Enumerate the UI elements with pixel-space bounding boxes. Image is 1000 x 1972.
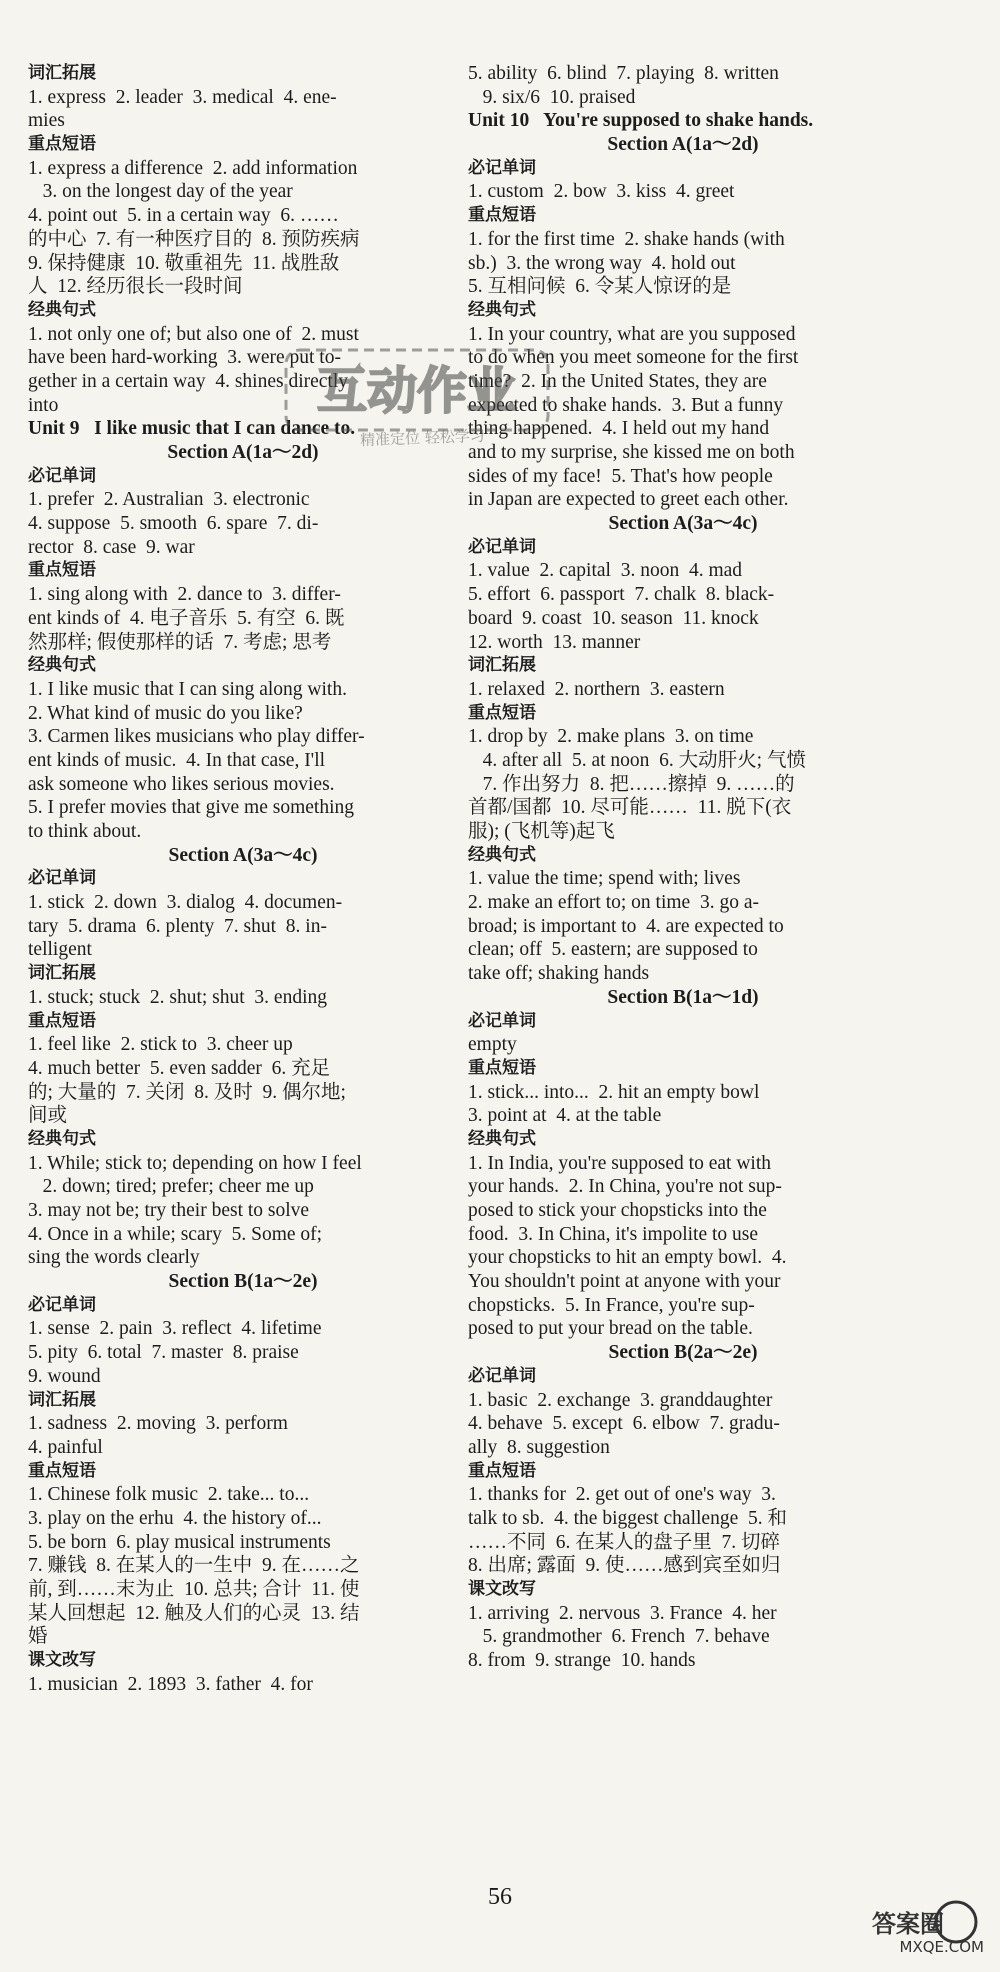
- answer-line: 1. stuck; stuck 2. shut; shut 3. ending: [28, 986, 327, 1008]
- answer-line: 的; 大量的 7. 关闭 8. 及时 9. 偶尔地;: [28, 1081, 346, 1103]
- answer-line: 4. suppose 5. smooth 6. spare 7. di-: [28, 513, 319, 535]
- section-heading: 重点短语: [28, 1010, 96, 1031]
- answer-line: 2. make an effort to; on time 3. go a-: [468, 892, 759, 914]
- answer-line: mies: [28, 110, 65, 132]
- answer-line: 5. be born 6. play musical instruments: [28, 1531, 331, 1553]
- section-heading: 课文改写: [28, 1650, 96, 1671]
- answer-line: 3. may not be; try their best to solve: [28, 1200, 310, 1221]
- page-number: 56: [488, 1884, 512, 1910]
- section-heading: 必记单词: [28, 465, 96, 486]
- answer-line: tary 5. drama 6. plenty 7. shut 8. in-: [28, 915, 327, 937]
- answer-line: posed to put your bread on the table.: [468, 1318, 753, 1340]
- answer-line: board 9. coast 10. season 11. knock: [468, 607, 759, 629]
- answer-line: 9. 保持健康 10. 敬重祖先 11. 战胜敌: [28, 252, 340, 274]
- answer-line: 3. Carmen likes musicians who play differ-: [28, 726, 365, 748]
- section-title: Section B(2a～2e): [608, 1342, 758, 1364]
- section-heading: 必记单词: [28, 1294, 96, 1315]
- answer-line: 2. What kind of music do you like?: [28, 702, 303, 724]
- corner-logo: [838, 1898, 988, 1958]
- answer-line: 1. I like music that I can sing along with.: [28, 678, 347, 700]
- answer-line: ……不同 6. 在某人的盘子里 7. 切碎: [468, 1531, 781, 1553]
- answer-line: ask someone who likes serious movies.: [28, 773, 335, 795]
- answer-line: telligent: [28, 939, 92, 961]
- answer-line: have been hard-working 3. were put to-: [28, 347, 341, 369]
- answer-line: 9. wound: [28, 1365, 101, 1387]
- answer-line: 1. express a difference 2. add information: [28, 157, 358, 179]
- answer-line: talk to sb. 4. the biggest challenge 5. 和: [468, 1507, 787, 1529]
- section-heading: 经典句式: [28, 655, 96, 676]
- section-title: Section A(1a～2d): [607, 134, 759, 156]
- answer-line: 1. stick... into... 2. hit an empty bowl: [468, 1081, 760, 1103]
- answer-line: 服); (飞机等)起飞: [468, 821, 615, 842]
- answer-line: 1. While; stick to; depending on how I feel: [28, 1152, 362, 1174]
- answer-line: take off; shaking hands: [468, 963, 650, 985]
- answer-line: 4. Once in a while; scary 5. Some of;: [28, 1223, 323, 1245]
- answer-line: 前, 到……末为止 10. 总共; 合计 11. 使: [28, 1579, 360, 1600]
- answer-line: 的中心 7. 有一种医疗目的 8. 预防疾病: [28, 228, 360, 250]
- answer-line: 然那样; 假使那样的话 7. 考虑; 思考: [28, 631, 332, 653]
- answer-line: sides of my face! 5. That's how people: [468, 465, 773, 487]
- answer-line: 间或: [28, 1105, 68, 1127]
- section-heading: 必记单词: [468, 536, 536, 557]
- answer-line: 人 12. 经历很长一段时间: [28, 276, 243, 298]
- answer-line: 1. not only one of; but also one of 2. must: [28, 323, 359, 345]
- section-heading: 经典句式: [468, 299, 536, 320]
- section-heading: 课文改写: [468, 1579, 536, 1599]
- section-heading: 重点短语: [28, 1460, 96, 1481]
- section-heading: 重点短语: [468, 205, 536, 226]
- watermark-caption: 精准定位 轻松学习: [359, 426, 486, 450]
- answer-line: 1. stick 2. down 3. dialog 4. documen-: [28, 892, 343, 914]
- answer-line: 1. sadness 2. moving 3. perform: [28, 1413, 288, 1435]
- answer-line: 8. 出席; 露面 9. 使……感到宾至如归: [468, 1555, 781, 1577]
- answer-line: 某人回想起 12. 触及人们的心灵 13. 结: [28, 1602, 360, 1624]
- answer-line: 7. 作出努力 8. 把……擦掉 9. ……的: [468, 773, 795, 795]
- answer-line: gether in a certain way 4. shines directly: [28, 370, 349, 392]
- answer-line: expected to shake hands. 3. But a funny: [468, 394, 784, 416]
- section-heading: 词汇拓展: [28, 63, 96, 83]
- answer-line: 1. prefer 2. Australian 3. electronic: [28, 489, 310, 511]
- answer-line: to do when you meet someone for the first: [468, 347, 799, 369]
- answer-line: 1. sing along with 2. dance to 3. differ-: [28, 584, 341, 606]
- answer-line: 5. grandmother 6. French 7. behave: [468, 1626, 770, 1648]
- section-heading: 重点短语: [28, 134, 96, 155]
- section-heading: 必记单词: [28, 868, 96, 889]
- section-heading: 词汇拓展: [28, 963, 96, 984]
- section-heading: 经典句式: [468, 1128, 536, 1149]
- answer-line: 5. 互相问候 6. 令某人惊讶的是: [468, 276, 732, 298]
- answer-line: to think about.: [28, 821, 142, 842]
- answer-line: 1. In your country, what are you supposed: [468, 323, 796, 345]
- answer-line: ally 8. suggestion: [468, 1436, 610, 1458]
- answer-line: and to my surprise, she kissed me on both: [468, 442, 795, 463]
- answer-line: sing the words clearly: [28, 1247, 200, 1269]
- answer-line: 1. musician 2. 1893 3. father 4. for: [28, 1673, 313, 1695]
- left-column: [28, 62, 458, 1696]
- answer-line: posed to stick your chopsticks into the: [468, 1200, 767, 1221]
- answer-line: 1. value the time; spend with; lives: [468, 868, 741, 890]
- section-heading: 重点短语: [28, 560, 96, 581]
- answer-line: clean; off 5. eastern; are supposed to: [468, 939, 758, 961]
- section-heading: 词汇拓展: [468, 655, 536, 676]
- section-heading: 必记单词: [468, 157, 536, 178]
- answer-line: 1. relaxed 2. northern 3. eastern: [468, 678, 725, 700]
- answer-line: 1. sense 2. pain 3. reflect 4. lifetime: [28, 1318, 322, 1340]
- section-title: Section B(1a～2e): [168, 1271, 318, 1293]
- answer-line: rector 8. case 9. war: [28, 536, 195, 558]
- answer-line: 4. after all 5. at noon 6. 大动肝火; 气愤: [468, 749, 806, 771]
- answer-line: 3. play on the erhu 4. the history of...: [28, 1507, 322, 1529]
- answer-line: 3. point at 4. at the table: [468, 1105, 662, 1127]
- answer-line: 首都/国都 10. 尽可能…… 11. 脱下(衣: [468, 797, 792, 819]
- answer-line: 12. worth 13. manner: [468, 631, 641, 653]
- answer-line: ent kinds of 4. 电子音乐 5. 有空 6. 既: [28, 607, 345, 629]
- unit-title: Unit 10 You're supposed to shake hands.: [468, 110, 814, 132]
- answer-line: 8. from 9. strange 10. hands: [468, 1650, 696, 1672]
- section-title: Section A(3a～4c): [608, 513, 758, 535]
- answer-line: empty: [468, 1034, 517, 1056]
- section-heading: 词汇拓展: [28, 1389, 96, 1410]
- corner-logo-text: MXQE.COM: [899, 1938, 984, 1956]
- answer-line: 5. effort 6. passport 7. chalk 8. black-: [468, 584, 775, 606]
- answer-line: 1. value 2. capital 3. noon 4. mad: [468, 560, 743, 582]
- section-title: Section B(1a～1d): [607, 986, 759, 1008]
- answer-line: 3. on the longest day of the year: [28, 181, 293, 203]
- answer-line: 4. painful: [28, 1436, 103, 1458]
- answer-line: 5. ability 6. blind 7. playing 8. written: [468, 63, 779, 84]
- section-heading: 经典句式: [468, 844, 536, 865]
- section-heading: 经典句式: [28, 1128, 96, 1149]
- section-heading: 重点短语: [468, 1057, 536, 1078]
- section-heading: 必记单词: [468, 1010, 536, 1031]
- unit-title: Unit 9 I like music that I can dance to.: [28, 418, 356, 440]
- answer-line: 1. feel like 2. stick to 3. cheer up: [28, 1034, 293, 1056]
- answer-line: into: [28, 394, 59, 416]
- answer-line: 4. much better 5. even sadder 6. 充足: [28, 1057, 331, 1079]
- answer-line: 1. custom 2. bow 3. kiss 4. greet: [468, 181, 735, 203]
- answer-line: 1. express 2. leader 3. medical 4. ene-: [28, 86, 337, 108]
- answer-line: your hands. 2. In China, you're not sup-: [468, 1176, 782, 1198]
- section-heading: 经典句式: [28, 299, 96, 320]
- answer-line: 1. thanks for 2. get out of one's way 3.: [468, 1484, 776, 1506]
- section-heading: 重点短语: [468, 1460, 536, 1481]
- answer-line: 4. behave 5. except 6. elbow 7. gradu-: [468, 1413, 780, 1435]
- answer-line: 1. drop by 2. make plans 3. on time: [468, 726, 754, 748]
- corner-logo-brand: 答案圈: [872, 1910, 944, 1938]
- watermark-logo-text: 互动作业: [317, 362, 517, 420]
- answer-line: time? 2. In the United States, they are: [468, 370, 767, 392]
- section-heading: 必记单词: [468, 1365, 536, 1386]
- answer-line: your chopsticks to hit an empty bowl. 4.: [468, 1247, 787, 1269]
- answer-line: 2. down; tired; prefer; cheer me up: [28, 1176, 314, 1198]
- answer-line: 1. In India, you're supposed to eat with: [468, 1152, 771, 1174]
- answer-line: 4. point out 5. in a certain way 6. ……: [28, 205, 339, 227]
- answer-line: 1. for the first time 2. shake hands (with: [468, 228, 785, 250]
- answer-line: thing happened. 4. I held out my hand: [468, 418, 770, 440]
- answer-line: in Japan are expected to greet each other.: [468, 489, 789, 511]
- answer-line: sb.) 3. the wrong way 4. hold out: [468, 252, 736, 274]
- section-title: Section A(1a～2d): [167, 442, 319, 463]
- answer-line: 1. basic 2. exchange 3. granddaughter: [468, 1389, 773, 1411]
- answer-line: 婚: [28, 1626, 48, 1648]
- answer-line: 9. six/6 10. praised: [468, 86, 636, 108]
- answer-line: 5. I prefer movies that give me something: [28, 797, 354, 819]
- answer-line: 1. Chinese folk music 2. take... to...: [28, 1484, 310, 1506]
- answer-line: You shouldn't point at anyone with your: [468, 1271, 781, 1293]
- answer-line: 5. pity 6. total 7. master 8. praise: [28, 1342, 299, 1364]
- right-column: [468, 62, 898, 1673]
- answer-line: 1. arriving 2. nervous 3. France 4. her: [468, 1602, 777, 1624]
- answer-line: ent kinds of music. 4. In that case, I'll: [28, 749, 326, 771]
- answer-line: food. 3. In China, it's impolite to use: [468, 1223, 759, 1245]
- section-heading: 重点短语: [468, 702, 536, 723]
- answer-line: 7. 赚钱 8. 在某人的一生中 9. 在……之: [28, 1555, 360, 1577]
- answer-line: chopsticks. 5. In France, you're sup-: [468, 1294, 755, 1316]
- section-title: Section A(3a～4c): [168, 844, 318, 866]
- answer-line: broad; is important to 4. are expected to: [468, 915, 784, 937]
